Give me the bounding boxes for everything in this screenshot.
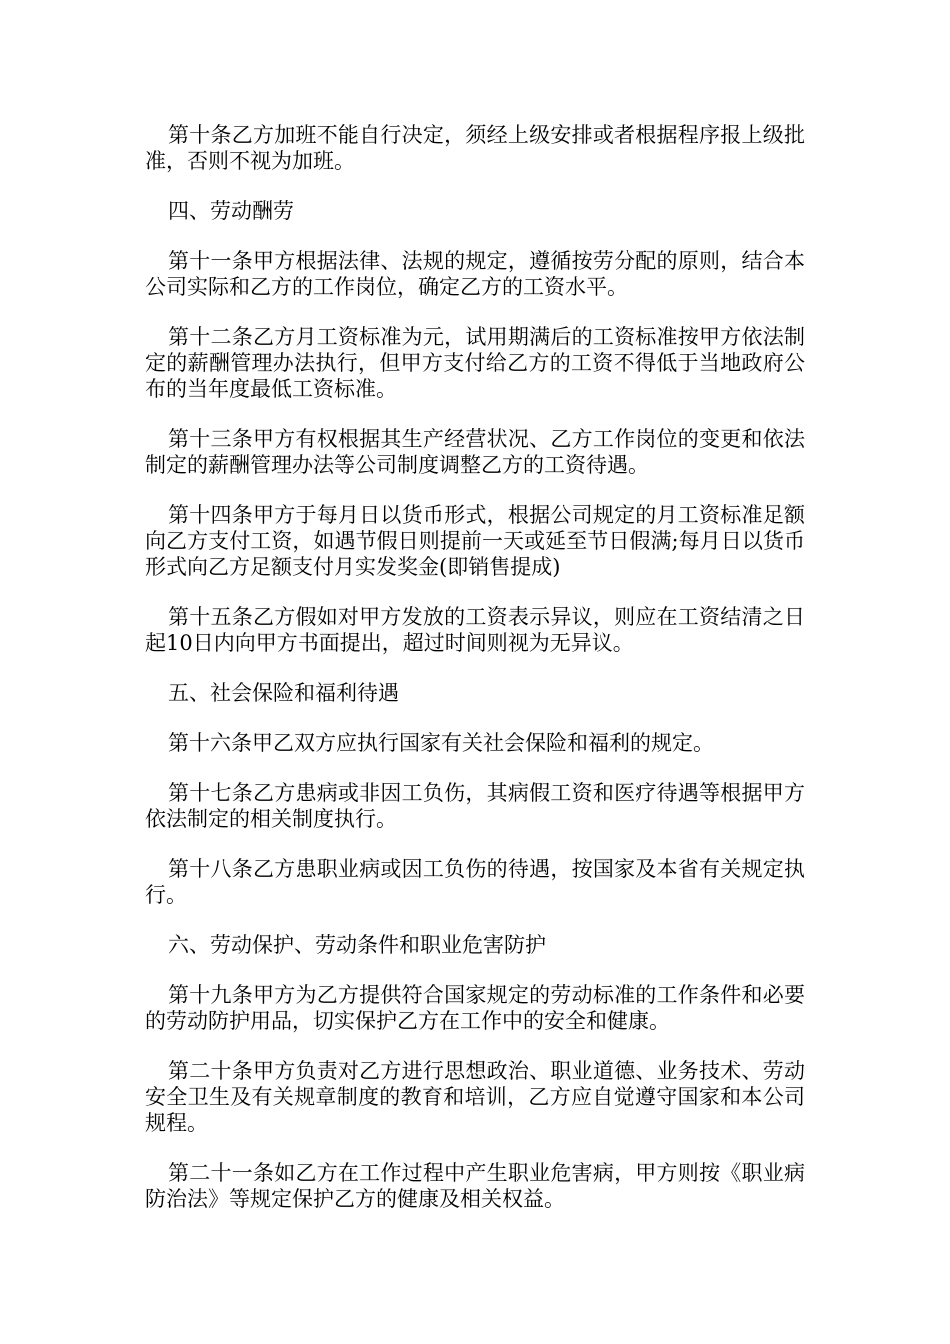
clause-10: 第十条乙方加班不能自行决定，须经上级安排或者根据程序报上级批准，否则不视为加班。 — [145, 123, 805, 173]
clause-18: 第十八条乙方患职业病或因工负伤的待遇，按国家及本省有关规定执行。 — [145, 857, 805, 907]
section-heading-remuneration: 四、劳动酬劳 — [168, 199, 294, 223]
clause-14: 第十四条甲方于每月日以货币形式，根据公司规定的月工资标准足额向乙方支付工资，如遇节假日则提前一天或延至节日假满;每月日以货币形式向乙方足额支付月实发奖金(即销售提成) — [145, 503, 805, 579]
clause-21: 第二十一条如乙方在工作过程中产生职业危害病，甲方则按《职业病防治法》等规定保护乙方的健康及相关权益。 — [145, 1161, 805, 1211]
clause-11: 第十一条甲方根据法律、法规的规定，遵循按劳分配的原则，结合本公司实际和乙方的工作岗位，确定乙方的工资水平。 — [145, 249, 805, 299]
clause-20: 第二十条甲方负责对乙方进行思想政治、职业道德、业务技术、劳动安全卫生及有关规章制度的教育和培训，乙方应自觉遵守国家和本公司规程。 — [145, 1059, 805, 1135]
clause-15: 第十五条乙方假如对甲方发放的工资表示异议，则应在工资结清之日起10日内向甲方书面提出，超过时间则视为无异议。 — [145, 605, 805, 655]
clause-19: 第十九条甲方为乙方提供符合国家规定的劳动标准的工作条件和必要的劳动防护用品，切实保护乙方在工作中的安全和健康。 — [145, 983, 805, 1033]
section-heading-social-insurance: 五、社会保险和福利待遇 — [168, 681, 399, 705]
clause-12: 第十二条乙方月工资标准为元，试用期满后的工资标准按甲方依法制定的薪酬管理办法执行，但甲方支付给乙方的工资不得低于当地政府公布的当年度最低工资标准。 — [145, 325, 805, 401]
clause-17: 第十七条乙方患病或非因工负伤，其病假工资和医疗待遇等根据甲方依法制定的相关制度执行。 — [145, 781, 805, 831]
clause-13: 第十三条甲方有权根据其生产经营状况、乙方工作岗位的变更和依法制定的薪酬管理办法等公司制度调整乙方的工资待遇。 — [145, 427, 805, 477]
section-heading-labor-protection: 六、劳动保护、劳动条件和职业危害防护 — [168, 933, 546, 957]
clause-16: 第十六条甲乙双方应执行国家有关社会保险和福利的规定。 — [168, 731, 714, 755]
document-page — [145, 122, 805, 1236]
